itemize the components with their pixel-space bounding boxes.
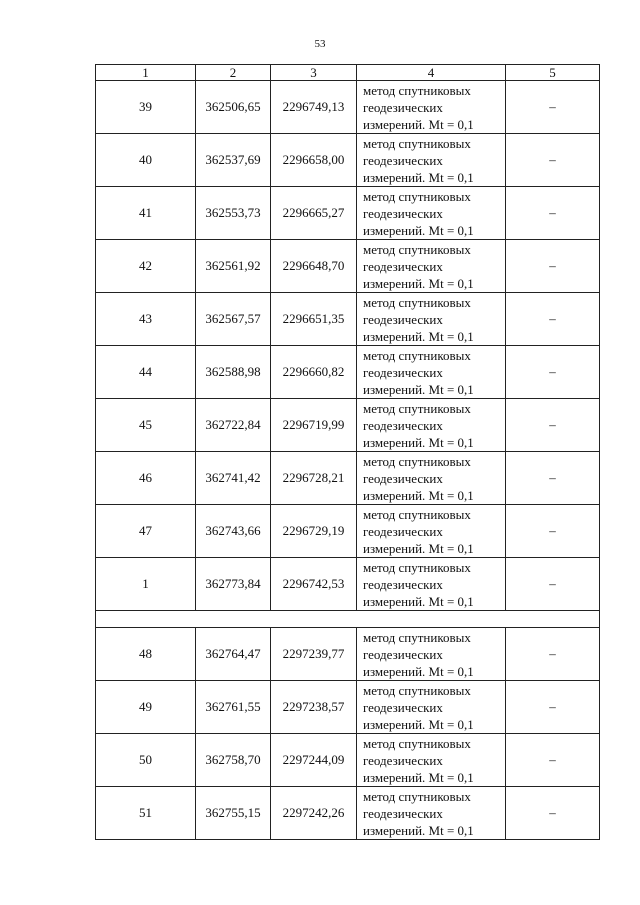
method-line: метод спутниковых <box>363 559 471 575</box>
method-line: геодезических <box>363 646 443 662</box>
y-coordinate-cell: 2296742,53 <box>271 558 357 611</box>
x-coordinate-cell: 362537,69 <box>196 134 271 187</box>
method-cell <box>357 346 506 399</box>
y-coordinate-cell: 2296749,13 <box>271 81 357 134</box>
method-line: метод спутниковых <box>363 788 471 804</box>
point-number-cell: 50 <box>96 734 196 787</box>
y-coordinate-cell: 2296729,19 <box>271 505 357 558</box>
method-line: геодезических <box>363 805 443 821</box>
x-coordinate-cell: 362561,92 <box>196 240 271 293</box>
method-line: геодезических <box>363 364 443 380</box>
point-number-cell: 44 <box>96 346 196 399</box>
method-line: геодезических <box>363 311 443 327</box>
point-number-cell: 46 <box>96 452 196 505</box>
method-line: измерений. Mt = 0,1 <box>363 275 474 291</box>
method-line: измерений. Mt = 0,1 <box>363 222 474 238</box>
table-row <box>96 681 600 734</box>
y-coordinate-cell: 2297239,77 <box>271 628 357 681</box>
method-line: геодезических <box>363 523 443 539</box>
method-cell <box>357 187 506 240</box>
point-number-cell: 43 <box>96 293 196 346</box>
group-separator-row <box>96 611 600 628</box>
accuracy-note-cell: – <box>506 187 600 240</box>
accuracy-note-cell: – <box>506 293 600 346</box>
table-row <box>96 293 600 346</box>
x-coordinate-cell: 362761,55 <box>196 681 271 734</box>
y-coordinate-cell: 2296728,21 <box>271 452 357 505</box>
point-number-cell: 49 <box>96 681 196 734</box>
method-line: метод спутниковых <box>363 347 471 363</box>
point-number-cell: 41 <box>96 187 196 240</box>
y-coordinate-cell: 2296665,27 <box>271 187 357 240</box>
x-coordinate-cell: 362588,98 <box>196 346 271 399</box>
method-line: измерений. Mt = 0,1 <box>363 540 474 556</box>
point-number-cell: 45 <box>96 399 196 452</box>
header-col-2: 2 <box>196 65 271 81</box>
table-row <box>96 81 600 134</box>
method-line: метод спутниковых <box>363 629 471 645</box>
method-line: измерений. Mt = 0,1 <box>363 116 474 132</box>
method-line: метод спутниковых <box>363 400 471 416</box>
x-coordinate-cell: 362743,66 <box>196 505 271 558</box>
table-body <box>96 81 600 840</box>
point-number-cell: 51 <box>96 787 196 840</box>
method-cell <box>357 734 506 787</box>
x-coordinate-cell: 362553,73 <box>196 187 271 240</box>
accuracy-note-cell: – <box>506 628 600 681</box>
point-number-cell: 47 <box>96 505 196 558</box>
y-coordinate-cell: 2296648,70 <box>271 240 357 293</box>
y-coordinate-cell: 2296660,82 <box>271 346 357 399</box>
y-coordinate-cell: 2297238,57 <box>271 681 357 734</box>
accuracy-note-cell: – <box>506 452 600 505</box>
method-line: геодезических <box>363 205 443 221</box>
method-line: геодезических <box>363 417 443 433</box>
method-line: геодезических <box>363 152 443 168</box>
method-cell <box>357 681 506 734</box>
method-line: метод спутниковых <box>363 453 471 469</box>
method-cell <box>357 399 506 452</box>
method-line: метод спутниковых <box>363 682 471 698</box>
method-cell <box>357 81 506 134</box>
coordinates-table <box>95 64 600 840</box>
method-cell <box>357 293 506 346</box>
point-number-cell: 40 <box>96 134 196 187</box>
y-coordinate-cell: 2297242,26 <box>271 787 357 840</box>
method-line: геодезических <box>363 576 443 592</box>
point-number-cell: 39 <box>96 81 196 134</box>
accuracy-note-cell: – <box>506 734 600 787</box>
x-coordinate-cell: 362764,47 <box>196 628 271 681</box>
page-number: 53 <box>314 38 326 50</box>
method-cell <box>357 134 506 187</box>
method-cell <box>357 505 506 558</box>
x-coordinate-cell: 362755,15 <box>196 787 271 840</box>
y-coordinate-cell: 2296651,35 <box>271 293 357 346</box>
x-coordinate-cell: 362741,42 <box>196 452 271 505</box>
x-coordinate-cell: 362506,65 <box>196 81 271 134</box>
table-header <box>96 65 600 81</box>
method-line: измерений. Mt = 0,1 <box>363 593 474 609</box>
method-line: метод спутниковых <box>363 294 471 310</box>
method-line: измерений. Mt = 0,1 <box>363 434 474 450</box>
x-coordinate-cell: 362758,70 <box>196 734 271 787</box>
method-line: геодезических <box>363 752 443 768</box>
method-line: геодезических <box>363 470 443 486</box>
method-cell <box>357 628 506 681</box>
accuracy-note-cell: – <box>506 346 600 399</box>
table-row <box>96 452 600 505</box>
method-line: метод спутниковых <box>363 135 471 151</box>
y-coordinate-cell: 2297244,09 <box>271 734 357 787</box>
method-cell <box>357 558 506 611</box>
table-row <box>96 399 600 452</box>
table-row <box>96 558 600 611</box>
x-coordinate-cell: 362722,84 <box>196 399 271 452</box>
method-line: метод спутниковых <box>363 506 471 522</box>
table-row <box>96 734 600 787</box>
accuracy-note-cell: – <box>506 558 600 611</box>
accuracy-note-cell: – <box>506 399 600 452</box>
method-cell <box>357 240 506 293</box>
method-line: измерений. Mt = 0,1 <box>363 381 474 397</box>
accuracy-note-cell: – <box>506 681 600 734</box>
accuracy-note-cell: – <box>506 81 600 134</box>
method-line: измерений. Mt = 0,1 <box>363 822 474 838</box>
method-line: геодезических <box>363 258 443 274</box>
method-line: измерений. Mt = 0,1 <box>363 769 474 785</box>
header-col-3: 3 <box>271 65 357 81</box>
x-coordinate-cell: 362773,84 <box>196 558 271 611</box>
y-coordinate-cell: 2296658,00 <box>271 134 357 187</box>
method-line: метод спутниковых <box>363 188 471 204</box>
method-line: измерений. Mt = 0,1 <box>363 328 474 344</box>
point-number-cell: 42 <box>96 240 196 293</box>
point-number-cell: 48 <box>96 628 196 681</box>
accuracy-note-cell: – <box>506 240 600 293</box>
method-line: метод спутниковых <box>363 82 471 98</box>
method-line: геодезических <box>363 699 443 715</box>
method-line: метод спутниковых <box>363 241 471 257</box>
table-row <box>96 134 600 187</box>
method-line: измерений. Mt = 0,1 <box>363 663 474 679</box>
table-row <box>96 787 600 840</box>
method-line: измерений. Mt = 0,1 <box>363 169 474 185</box>
method-cell <box>357 452 506 505</box>
header-col-1: 1 <box>96 65 196 81</box>
table-row <box>96 346 600 399</box>
point-number-cell: 1 <box>96 558 196 611</box>
group-separator-cell <box>96 611 600 628</box>
accuracy-note-cell: – <box>506 134 600 187</box>
table-row <box>96 628 600 681</box>
accuracy-note-cell: – <box>506 505 600 558</box>
method-line: измерений. Mt = 0,1 <box>363 487 474 503</box>
x-coordinate-cell: 362567,57 <box>196 293 271 346</box>
method-cell <box>357 787 506 840</box>
header-col-4: 4 <box>357 65 506 81</box>
method-line: измерений. Mt = 0,1 <box>363 716 474 732</box>
table-row <box>96 187 600 240</box>
header-row <box>96 65 600 81</box>
method-line: метод спутниковых <box>363 735 471 751</box>
header-col-5: 5 <box>506 65 600 81</box>
table-row <box>96 505 600 558</box>
table-row <box>96 240 600 293</box>
accuracy-note-cell: – <box>506 787 600 840</box>
method-line: геодезических <box>363 99 443 115</box>
y-coordinate-cell: 2296719,99 <box>271 399 357 452</box>
